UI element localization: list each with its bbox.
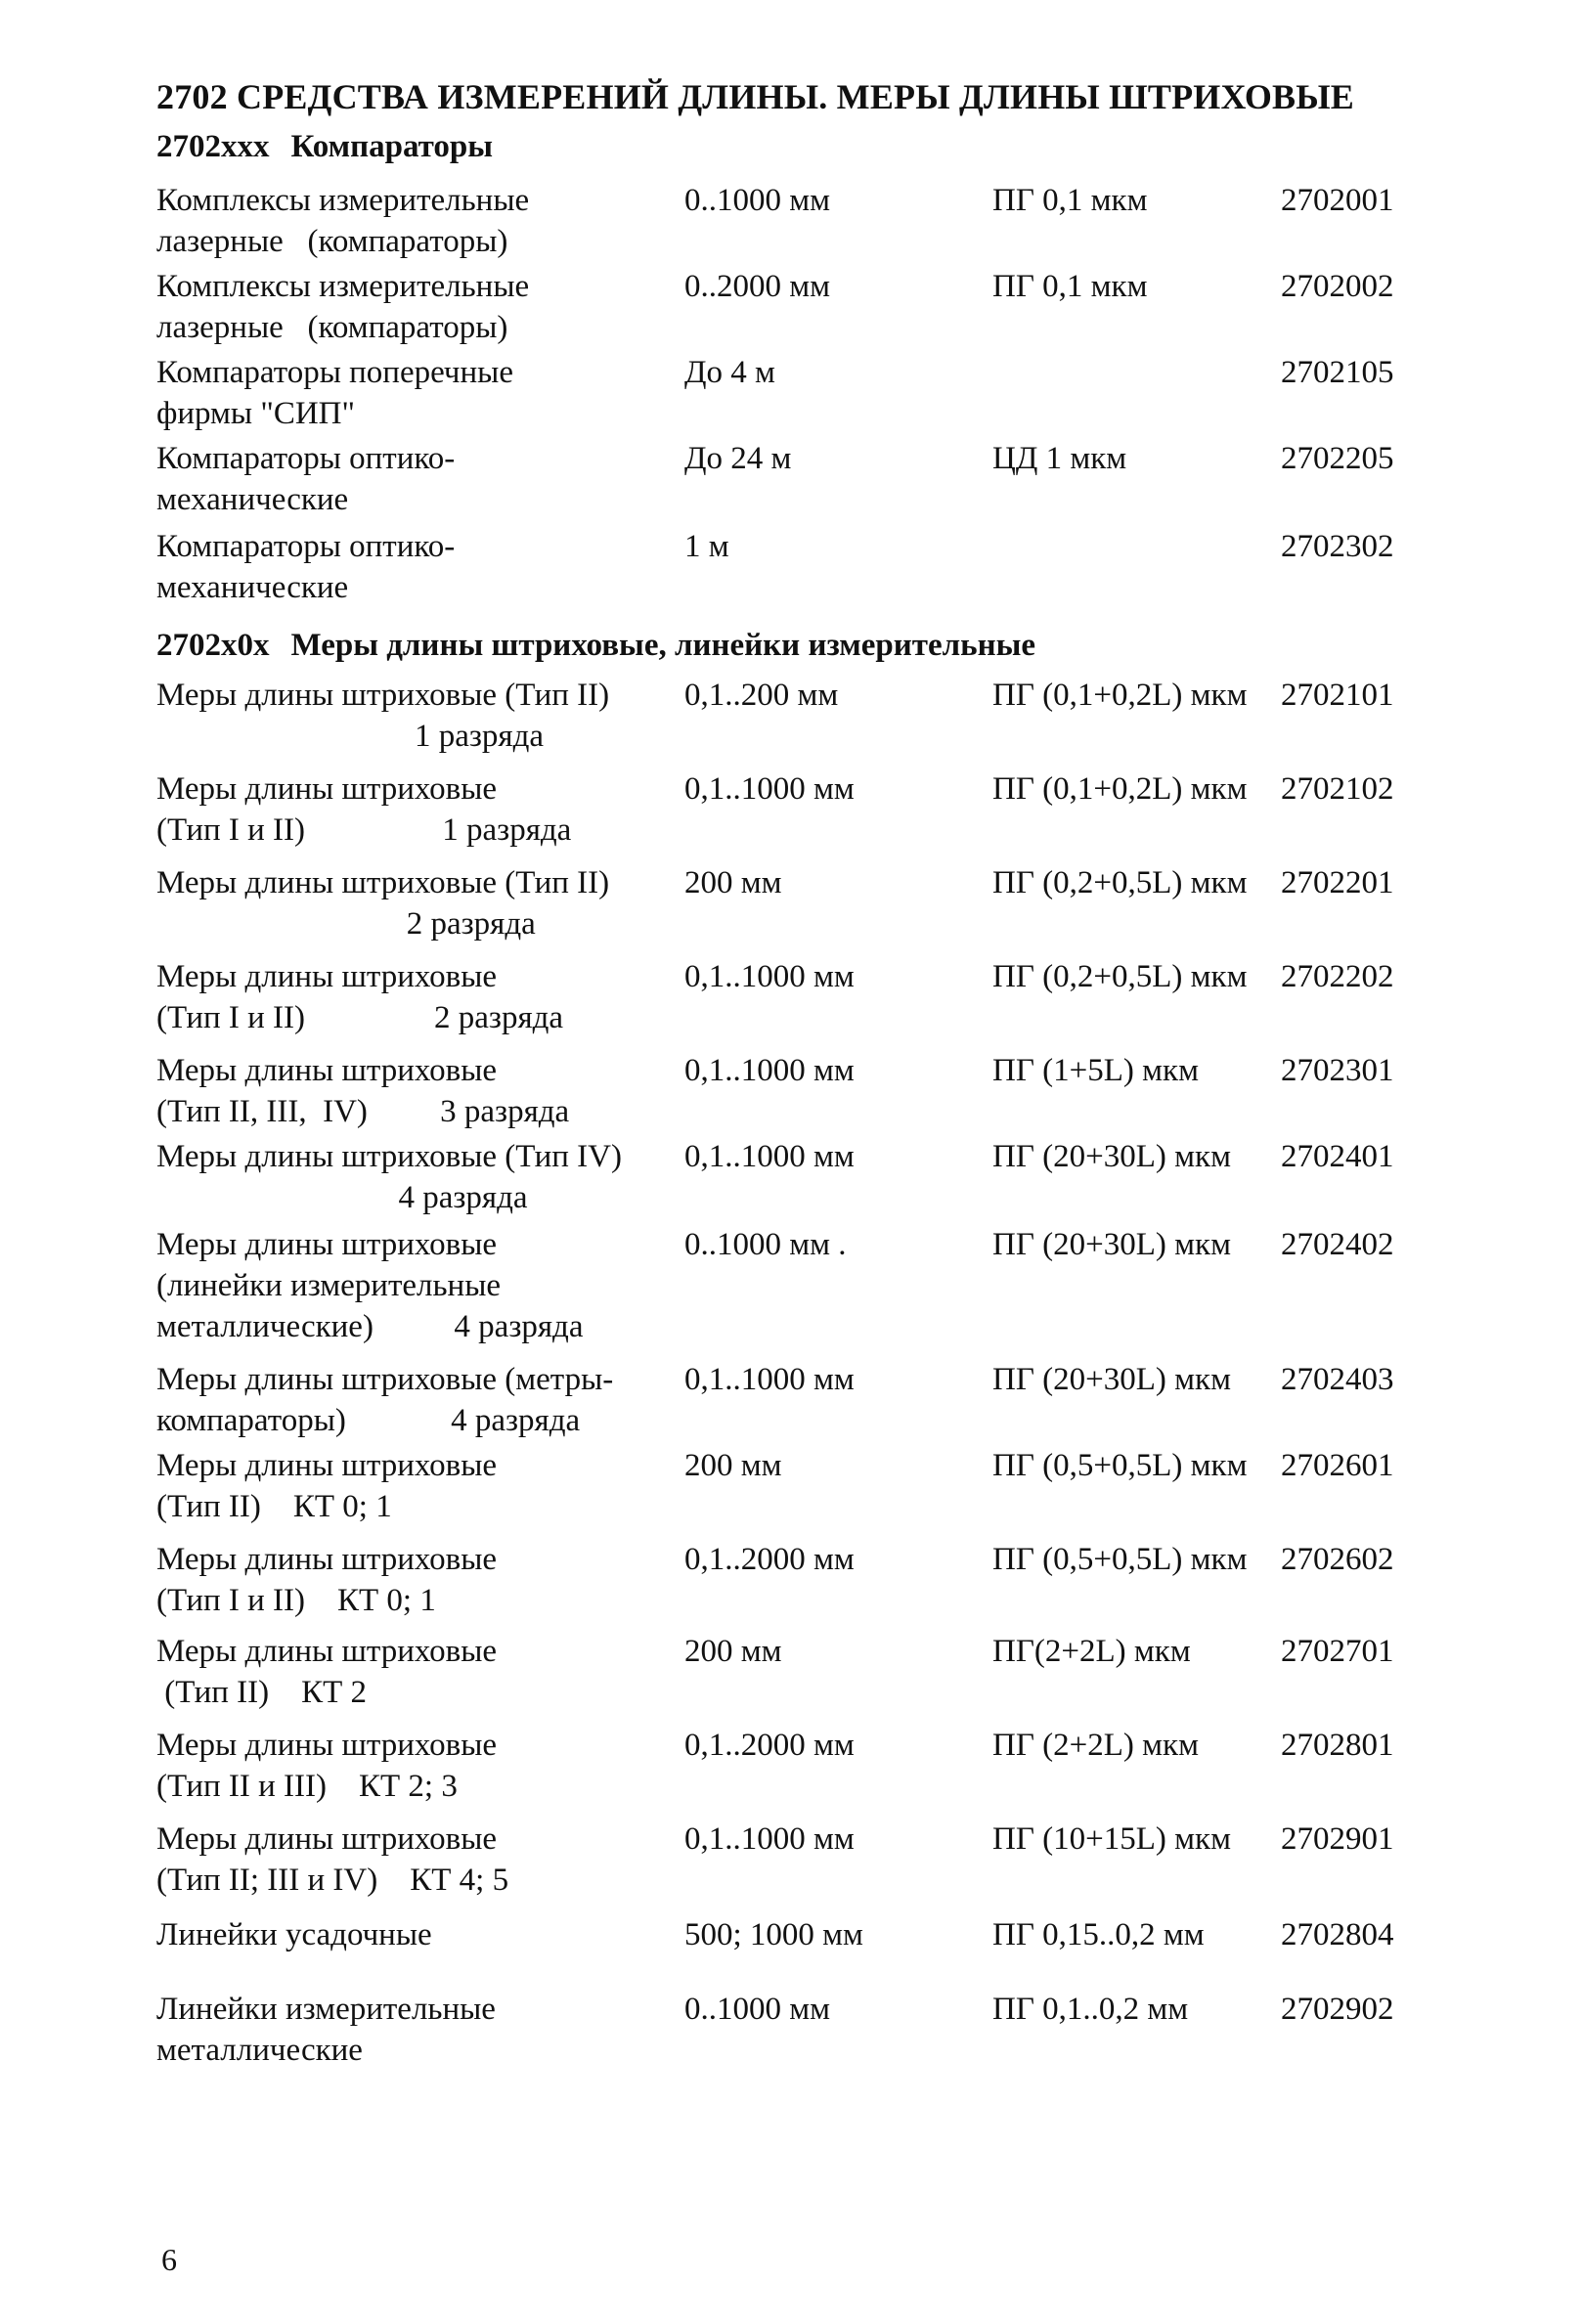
item-name-line: (Тип I и II) КТ 0; 1 [156,1583,436,1618]
item-code: 2702602 [1281,1542,1394,1577]
item-name-line: Меры длины штриховые [156,1053,498,1088]
item-name-line: Линейки измерительные [156,1992,496,2027]
item-name [156,1224,675,1347]
item-range: 1 м [684,529,729,564]
item-name [156,180,675,262]
item-name-line: Меры длины штриховые [156,1728,498,1763]
item-range: 0,1..1000 мм [684,1139,855,1174]
item-name [156,1725,675,1807]
item-error: ЦД 1 мкм [992,441,1127,476]
item-name-line: Меры длины штриховые (Тип II) [156,865,610,900]
page-number: 6 [161,2242,177,2277]
item-range: 500; 1000 мм [684,1917,863,1952]
item-code: 2702902 [1281,1992,1394,2027]
item-range: 200 мм [684,1634,782,1669]
item-range: 0..1000 мм [684,183,831,218]
item-name-line: Меры длины штриховые [156,1448,498,1483]
item-name [156,1050,675,1132]
item-error: ПГ 0,1..0,2 мм [992,1992,1189,2027]
item-error: ПГ (0,2+0,5L) мкм [992,959,1248,994]
item-range: 200 мм [684,1448,782,1483]
item-name-line: (линейки измерительные [156,1268,502,1303]
item-name-line: 2 разряда [156,906,536,942]
item-name-line: Компараторы оптико- [156,441,456,476]
item-name-line: Меры длины штриховые [156,1821,498,1857]
item-range: 0,1..1000 мм [684,771,855,807]
item-name-line: Компараторы поперечные [156,355,513,390]
item-code: 2702403 [1281,1362,1394,1397]
item-range: 0,1..1000 мм [684,959,855,994]
item-name [156,1914,675,1955]
item-name-line: металлические) 4 разряда [156,1309,584,1344]
item-name-line: лазерные (компараторы) [156,310,508,345]
section-name: Меры длины штриховые, линейки измерительные [290,628,1035,663]
item-name-line: Компараторы оптико- [156,529,456,564]
section-code: 2702ххх [156,129,270,164]
item-code: 2702102 [1281,771,1394,807]
item-name [156,526,675,608]
item-name-line: (Тип I и II) 2 разряда [156,1000,564,1035]
item-range: 0..2000 мм [684,269,831,304]
item-name [156,862,675,944]
item-name-line: Меры длины штриховые (метры- [156,1362,614,1397]
item-error: ПГ 0,1 мкм [992,269,1148,304]
item-code: 2702601 [1281,1448,1394,1483]
item-range: До 24 м [684,441,792,476]
item-name [156,266,675,348]
item-name-line: компараторы) 4 разряда [156,1403,581,1438]
item-error: ПГ (0,5+0,5L) мкм [992,1448,1248,1483]
section-heading [156,628,1035,664]
item-code: 2702701 [1281,1634,1394,1669]
item-name-line: Меры длины штриховые [156,1542,498,1577]
item-name [156,352,675,434]
item-name-line: (Тип I и II) 1 разряда [156,812,572,848]
item-error: ПГ(2+2L) мкм [992,1634,1191,1669]
item-code: 2702804 [1281,1917,1394,1952]
item-error: ПГ (20+30L) мкм [992,1139,1231,1174]
section-heading [156,129,493,165]
item-name-line: 4 разряда [156,1180,528,1215]
item-name [156,1631,675,1713]
item-error: ПГ (2+2L) мкм [992,1728,1199,1763]
item-code: 2702901 [1281,1821,1394,1857]
item-name-line: Комплексы измерительные [156,183,530,218]
item-code: 2702205 [1281,441,1394,476]
page-title: 2702 СРЕДСТВА ИЗМЕРЕНИЙ ДЛИНЫ. МЕРЫ ДЛИНЫ ШТРИХОВЫЕ [156,77,1355,116]
item-name-line: (Тип II) КТ 2 [156,1675,368,1710]
item-name [156,1136,675,1218]
item-name [156,768,675,851]
item-error: ПГ (0,2+0,5L) мкм [992,865,1248,900]
item-code: 2702002 [1281,269,1394,304]
item-code: 2702302 [1281,529,1394,564]
item-error: ПГ 0,15..0,2 мм [992,1917,1205,1952]
item-name-line: Меры длины штриховые [156,1634,498,1669]
item-name-line: механические [156,570,349,605]
item-error: ПГ 0,1 мкм [992,183,1148,218]
item-range: 0,1..200 мм [684,678,839,713]
item-name-line: (Тип II, III, IV) 3 разряда [156,1094,570,1129]
item-code: 2702001 [1281,183,1394,218]
item-name [156,956,675,1038]
item-code: 2702301 [1281,1053,1394,1088]
item-name-line: металлические [156,2033,363,2068]
item-range: 0,1..1000 мм [684,1053,855,1088]
item-error: ПГ (0,1+0,2L) мкм [992,771,1248,807]
item-error: ПГ (20+30L) мкм [992,1227,1231,1262]
item-code: 2702201 [1281,865,1394,900]
item-name [156,438,675,520]
item-name-line: лазерные (компараторы) [156,224,508,259]
item-code: 2702105 [1281,355,1394,390]
item-code: 2702401 [1281,1139,1394,1174]
item-name [156,1445,675,1527]
item-name-line: Меры длины штриховые (Тип IV) [156,1139,622,1174]
item-name [156,1989,675,2071]
item-name [156,1539,675,1621]
item-name-line: Меры длины штриховые (Тип II) [156,678,610,713]
item-name-line: механические [156,482,349,517]
item-name-line: Меры длины штриховые [156,1227,498,1262]
item-name [156,1819,675,1901]
section-code: 2702х0х [156,628,270,663]
item-name-line: 1 разряда [156,719,545,754]
item-name-line: (Тип II) КТ 0; 1 [156,1489,392,1524]
item-range: 200 мм [684,865,782,900]
section-name: Компараторы [290,129,494,164]
item-name [156,675,675,757]
item-range: 0,1..2000 мм [684,1728,855,1763]
item-range: 0,1..2000 мм [684,1542,855,1577]
item-name-line: (Тип II; III и IV) КТ 4; 5 [156,1863,509,1898]
item-name [156,1359,675,1441]
item-name-line: Меры длины штриховые [156,771,498,807]
item-name-line: Комплексы измерительные [156,269,530,304]
item-range: 0,1..1000 мм [684,1362,855,1397]
item-name-line: Линейки усадочные [156,1917,432,1952]
item-name-line: (Тип II и III) КТ 2; 3 [156,1769,458,1804]
item-error: ПГ (20+30L) мкм [992,1362,1231,1397]
item-code: 2702801 [1281,1728,1394,1763]
item-range: 0..1000 мм . [684,1227,847,1262]
item-range: 0,1..1000 мм [684,1821,855,1857]
item-name-line: фирмы "СИП" [156,396,355,431]
item-code: 2702402 [1281,1227,1394,1262]
item-error: ПГ (1+5L) мкм [992,1053,1199,1088]
item-code: 2702101 [1281,678,1394,713]
item-error: ПГ (10+15L) мкм [992,1821,1231,1857]
item-code: 2702202 [1281,959,1394,994]
item-error: ПГ (0,5+0,5L) мкм [992,1542,1248,1577]
item-error: ПГ (0,1+0,2L) мкм [992,678,1248,713]
item-name-line: Меры длины штриховые [156,959,498,994]
item-range: До 4 м [684,355,775,390]
item-range: 0..1000 мм [684,1992,831,2027]
